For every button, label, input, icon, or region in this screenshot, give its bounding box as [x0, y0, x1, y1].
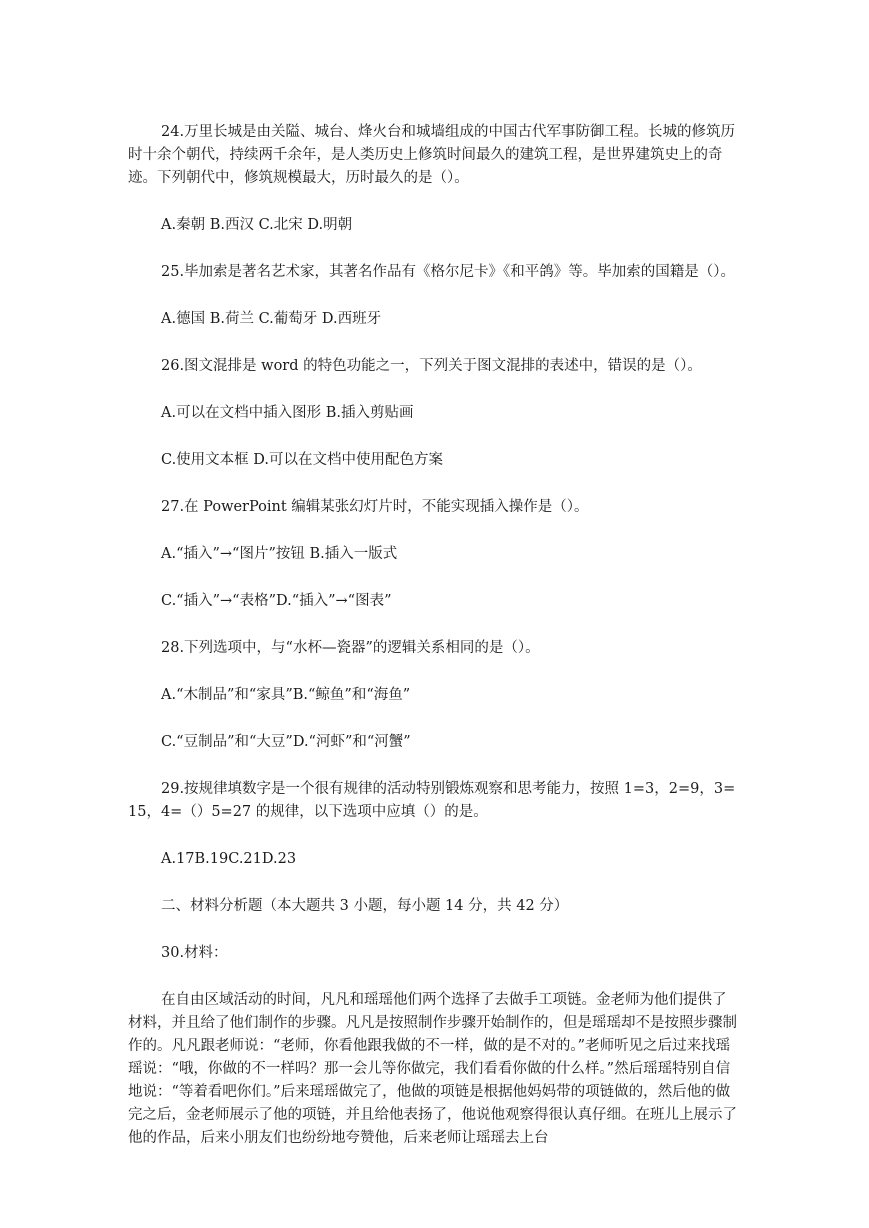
question-24-options: A.秦朝 B.西汉 C.北宋 D.明朝: [161, 217, 353, 233]
question-27-options-cd: C.“插入”→“表格”D.“插入”→“图表”: [161, 593, 392, 609]
question-26-options-cd: C.使用文本框 D.可以在文档中使用配色方案: [161, 452, 444, 468]
question-28-options-ab: A.“木制品”和“家具”B.“鲸鱼”和“海鱼”: [161, 687, 411, 703]
question-26-options-ab: A.可以在文档中插入图形 B.插入剪贴画: [161, 405, 414, 421]
question-24-stem: 24.万里长城是由关隘、城台、烽火台和城墙组成的中国古代军事防御工程。长城的修筑历时十余个朝代，持续两千余年，是人类历史上修筑时间最久的建筑工程，是世界建筑史上的奇迹。下列朝代中，修筑规模最大，历时最久的是（）。: [128, 124, 736, 186]
section-heading: 二、材料分析题（本大题共 3 小题，每小题 14 分，共 42 分）: [161, 898, 569, 914]
question-25-stem: 25.毕加索是著名艺术家，其著名作品有《格尔尼卡》《和平鸽》等。毕加索的国籍是（）。: [161, 264, 736, 280]
question-28-stem: 28.下列选项中，与“水杯—瓷器”的逻辑关系相同的是（）。: [161, 640, 540, 656]
question-29-options: A.17B.19C.21D.23: [161, 851, 297, 867]
question-30-label: 30.材料：: [161, 945, 228, 961]
question-27-options-ab: A.“插入”→“图片”按钮 B.插入一版式: [161, 546, 398, 562]
document-body: [128, 121, 740, 1150]
question-29-stem: 29.按规律填数字是一个很有规律的活动特别锻炼观察和思考能力，按照 1=3，2=9，3=15，4=（）5=27 的规律，以下选项中应填（）的是。: [128, 781, 736, 820]
question-30-material: 在自由区域活动的时间，凡凡和瑶瑶他们两个选择了去做手工项链。金老师为他们提供了材料，并且给了他们制作的步骤。凡凡是按照制作步骤开始制作的，但是瑶瑶却不是按照步骤制作的。凡凡跟老师说：“老师，你看他跟我做的不一样，做的是不对的。”老师听见之后过来找瑶瑶说：“哦，你做的不一样吗？那一会儿等你做完，我们看看你做的什么样。”然后瑶瑶特别自信地说：“等着看吧你们。”后来瑶瑶做完了，他做的项链是根据他妈妈带的项链做的，然后他的做完之后，金老师展示了他的项链，并且给他表扬了，他说他观察得很认真仔细。在班儿上展示了他的作品，后来小朋友们也纷纷地夸赞他，后来老师让瑶瑶去上台: [128, 992, 737, 1146]
question-25-options: A.德国 B.荷兰 C.葡萄牙 D.西班牙: [161, 311, 382, 327]
question-26-stem: 26.图文混排是 word 的特色功能之一，下列关于图文混排的表述中，错误的是（）。: [161, 358, 702, 374]
question-28-options-cd: C.“豆制品”和“大豆”D.“河虾”和“河蟹”: [161, 734, 411, 750]
question-27-stem: 27.在 PowerPoint 编辑某张幻灯片时，不能实现插入操作是（）。: [161, 499, 589, 515]
